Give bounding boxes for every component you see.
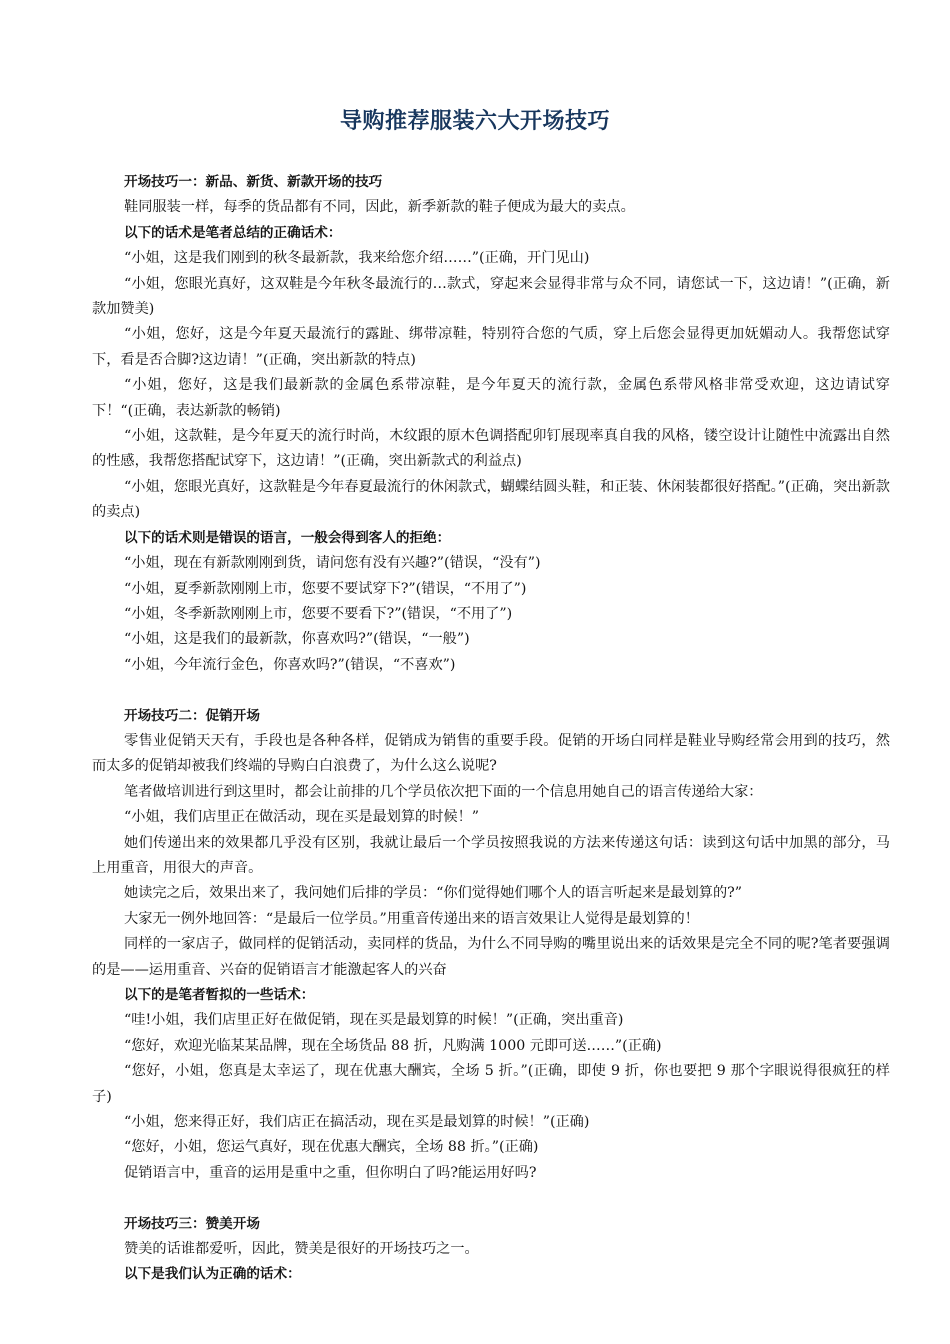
- correct-line: “小姐，这是我们刚到的秋冬最新款，我来给您介绍……”(正确，开门见山): [124, 250, 590, 267]
- correct-line: “小姐，您眼光真好，这款鞋是今年春夏最流行的休闲款式，蝴蝶结圆头鞋，和正装、休闲装都很好搭配。”(正确，突出新款的卖点): [92, 478, 890, 521]
- draft-line: “小姐，您来得正好，我们店正在搞活动，现在买是最划算的时候！”(正确): [124, 1114, 590, 1131]
- section3-correct-heading: 以下是我们认为正确的话术：: [124, 1266, 301, 1283]
- section2-paragraph: 同样的一家店子，做同样的促销活动，卖同样的货品，为什么不同导购的嘴里说出来的话效果是完全不同的呢?笔者要强调的是——运用重音、兴奋的促销语言才能激起客人的兴奋: [92, 936, 890, 978]
- section1-wrong-heading: 以下的话术则是错误的语言，一般会得到客人的拒绝：: [124, 529, 451, 546]
- section2-paragraph: 笔者做培训进行到这里时，都会让前排的几个学员依次把下面的一个信息用她自己的语言传递给大家：: [124, 783, 763, 800]
- section2-paragraph: 她们传递出来的效果都几乎没有区别，我就让最后一个学员按照我说的方法来传递这句话：读到这句话中加黑的部分，马上用重音，用很大的声音。: [92, 834, 890, 876]
- wrong-line: “小姐，今年流行金色，你喜欢吗?”(错误，“不喜欢”): [124, 656, 456, 673]
- wrong-line: “小姐，现在有新款刚刚到货，请问您有没有兴趣?”(错误，“没有”): [124, 555, 541, 572]
- draft-line: “您好，小姐，您真是太幸运了，现在优惠大酬宾，全场 5 折。”(正确，即使 9 折，你也要把 9 那个字眼说得很疯狂的样子): [92, 1063, 890, 1105]
- section2-heading: 开场技巧二：促销开场: [124, 707, 260, 724]
- section3-heading: 开场技巧三：赞美开场: [124, 1215, 260, 1232]
- correct-line: “小姐，您眼光真好，这双鞋是今年秋冬最流行的…款式，穿起来会显得非常与众不同，请您试一下，这边请！”(正确，新款加赞美): [92, 275, 890, 318]
- section1-heading: 开场技巧一：新品、新货、新款开场的技巧: [124, 174, 383, 190]
- correct-line: “小姐，您好，这是我们最新款的金属色系带凉鞋，是今年夏天的流行款，金属色系带风格非常受欢迎，这边请试穿下！“(正确，表达新款的畅销): [92, 377, 890, 419]
- document-body: [92, 170, 890, 1288]
- section2-closing: 促销语言中，重音的运用是重中之重，但你明白了吗?能运用好吗?: [124, 1164, 537, 1181]
- section3-intro: 赞美的话谁都爱听，因此，赞美是很好的开场技巧之一。: [124, 1241, 479, 1258]
- section1-intro: 鞋同服装一样，每季的货品都有不同，因此，新季新款的鞋子便成为最大的卖点。: [124, 199, 635, 216]
- correct-line: “小姐，您好，这是今年夏天最流行的露趾、绑带凉鞋，特别符合您的气质，穿上后您会显得更加妩媚动人。我帮您试穿下，看是否合脚?这边请！”(正确，突出新款的特点): [92, 326, 890, 368]
- wrong-line: “小姐，夏季新款刚刚上市，您要不要试穿下?”(错误，“不用了”): [124, 580, 527, 597]
- section1-correct-heading: 以下的话术是笔者总结的正确话术：: [124, 224, 342, 241]
- section2-paragraph: 零售业促销天天有，手段也是各种各样，促销成为销售的重要手段。促销的开场白同样是鞋业导购经常会用到的技巧，然而太多的促销却被我们终端的导购白白浪费了，为什么这么说呢?: [92, 732, 890, 775]
- draft-line: “哇!小姐，我们店里正好在做促销，现在买是最划算的时候！”(正确，突出重音): [124, 1012, 624, 1029]
- draft-line: “您好，小姐，您运气真好，现在优惠大酬宾，全场 88 折。”(正确): [124, 1139, 539, 1156]
- correct-line: “小姐，这款鞋，是今年夏天的流行时尚，木纹跟的原木色调搭配卯钉展现率真自我的风格，镂空设计让随性中流露出自然的性感，我帮您搭配试穿下，这边请！”(正确，突出新款式的利益点): [92, 428, 890, 470]
- wrong-line: “小姐，这是我们的最新款，你喜欢吗?”(错误，“一般”): [124, 631, 470, 648]
- wrong-line: “小姐，冬季新款刚刚上市，您要不要看下?”(错误，“不用了”): [124, 605, 513, 622]
- draft-line: “您好，欢迎光临某某品牌，现在全场货品 88 折，凡购满 1000 元即可送……”(正确): [124, 1037, 662, 1054]
- section2-draft-heading: 以下的是笔者暂拟的一些话术：: [124, 986, 315, 1003]
- section2-paragraph: “小姐，我们店里正在做活动，现在买是最划算的时候！”: [124, 809, 480, 826]
- section-spacer: [92, 1186, 890, 1211]
- section-spacer: [92, 678, 890, 703]
- section2-paragraph: 她读完之后，效果出来了，我问她们后排的学员：“你们觉得她们哪个人的语言听起来是最划算的?”: [124, 885, 742, 902]
- section2-paragraph: 大家无一例外地回答：“是最后一位学员。”用重音传递出来的语言效果让人觉得是最划算的！: [124, 910, 699, 927]
- page-title: 导购推荐服装六大开场技巧: [339, 109, 610, 134]
